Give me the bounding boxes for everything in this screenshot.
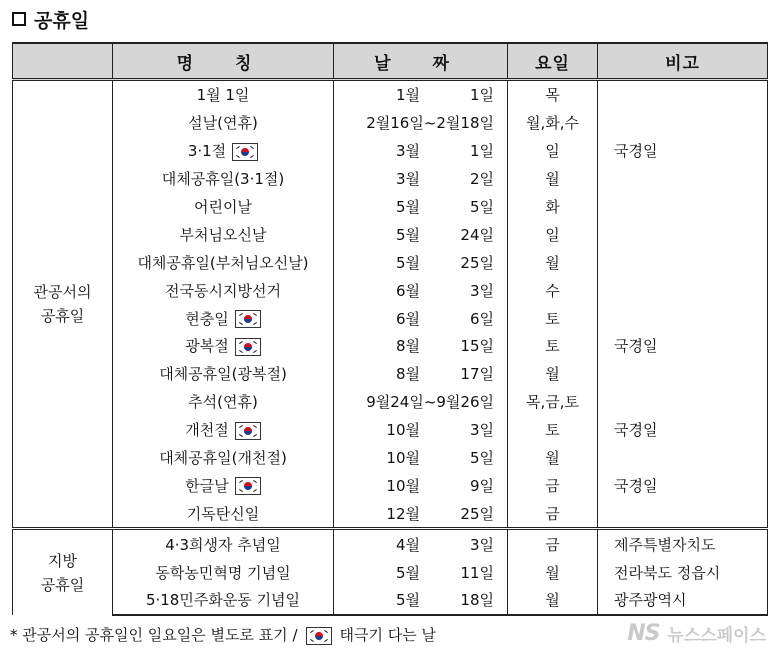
holiday-name: 추석(연휴) bbox=[188, 393, 258, 412]
date-month: 8월 bbox=[395, 365, 420, 384]
date-day: 24일 bbox=[460, 225, 494, 244]
holiday-name: 전국동시지방선거 bbox=[165, 281, 281, 300]
header-date: 날 짜 bbox=[334, 43, 508, 80]
date-day: 3일 bbox=[469, 535, 494, 554]
national-holidays bbox=[13, 80, 768, 529]
holiday-name-cell bbox=[113, 529, 334, 558]
holiday-row bbox=[13, 193, 768, 221]
date-month: 8월 bbox=[395, 337, 420, 356]
holiday-table bbox=[12, 42, 768, 616]
weekday-cell: 금 bbox=[508, 499, 598, 528]
date-month: 1월 bbox=[395, 86, 420, 105]
date-cell bbox=[334, 220, 508, 248]
group-label: 관공서의 공휴일 bbox=[13, 80, 113, 529]
holiday-row bbox=[13, 499, 768, 528]
holiday-name-cell bbox=[113, 416, 334, 444]
date-day: 11일 bbox=[460, 563, 494, 582]
weekday-cell: 월,화,수 bbox=[508, 109, 598, 137]
note-cell bbox=[598, 444, 768, 472]
holiday-name-cell bbox=[113, 471, 334, 499]
taegukgi-flag-icon bbox=[235, 422, 261, 440]
holiday-name: 4·3희생자 추념일 bbox=[165, 535, 281, 554]
note-cell bbox=[598, 165, 768, 193]
date-cell bbox=[334, 388, 508, 416]
holiday-row bbox=[13, 529, 768, 558]
holiday-row bbox=[13, 471, 768, 499]
date-cell bbox=[334, 193, 508, 221]
date-day: 5일 bbox=[469, 449, 494, 468]
date-month: 10월 bbox=[386, 449, 420, 468]
holiday-name-cell bbox=[113, 276, 334, 304]
header-note: 비고 bbox=[598, 43, 768, 80]
date-day: 17일 bbox=[460, 365, 494, 384]
holiday-name: 대체공휴일(3·1절) bbox=[161, 170, 285, 189]
date-cell bbox=[334, 332, 508, 360]
weekday-cell: 월 bbox=[508, 558, 598, 586]
date-day: 25일 bbox=[460, 253, 494, 272]
date-month: 5월 bbox=[395, 225, 420, 244]
watermark-logo: NS bbox=[627, 620, 660, 646]
date-month: 5월 bbox=[395, 253, 420, 272]
taegukgi-flag-icon bbox=[235, 338, 261, 356]
date-cell bbox=[334, 109, 508, 137]
footnote bbox=[10, 624, 436, 645]
holiday-row bbox=[13, 165, 768, 193]
weekday-cell: 월 bbox=[508, 248, 598, 276]
weekday-cell: 월 bbox=[508, 360, 598, 388]
note-cell: 국경일 bbox=[598, 471, 768, 499]
header-name: 명 칭 bbox=[113, 43, 334, 80]
note-cell: 국경일 bbox=[598, 332, 768, 360]
holiday-row bbox=[13, 360, 768, 388]
weekday-cell: 토 bbox=[508, 416, 598, 444]
holiday-name: 1월 1일 bbox=[196, 86, 250, 105]
date-month: 10월 bbox=[386, 421, 420, 440]
holiday-row bbox=[13, 248, 768, 276]
date-day: 2일 bbox=[469, 170, 494, 189]
taegukgi-flag-icon bbox=[232, 143, 258, 161]
date-month: 12월 bbox=[386, 504, 420, 523]
date-month: 10월 bbox=[386, 476, 420, 495]
note-cell: 전라북도 정읍시 bbox=[598, 558, 768, 586]
note-cell bbox=[598, 80, 768, 109]
holiday-name: 개천절 bbox=[185, 421, 229, 440]
footnote-flag-text: 태극기 다는 날 bbox=[339, 626, 436, 644]
weekday-cell: 목 bbox=[508, 80, 598, 109]
taegukgi-flag-icon bbox=[235, 310, 261, 328]
holiday-name-cell bbox=[113, 193, 334, 221]
holiday-name-cell bbox=[113, 444, 334, 472]
date-cell bbox=[334, 471, 508, 499]
note-cell bbox=[598, 109, 768, 137]
date-cell bbox=[334, 80, 508, 109]
weekday-cell: 일 bbox=[508, 137, 598, 165]
holiday-name: 5·18민주화운동 기념일 bbox=[145, 591, 301, 610]
holiday-name-cell bbox=[113, 586, 334, 615]
holiday-row bbox=[13, 220, 768, 248]
holiday-name: 광복절 bbox=[185, 337, 229, 356]
holiday-row bbox=[13, 444, 768, 472]
holiday-name: 부처님오신날 bbox=[179, 225, 267, 244]
date-cell bbox=[334, 165, 508, 193]
date-cell bbox=[334, 529, 508, 558]
holiday-name-cell bbox=[113, 388, 334, 416]
date-month: 3월 bbox=[395, 170, 420, 189]
date-day: 25일 bbox=[460, 504, 494, 523]
holiday-row bbox=[13, 558, 768, 586]
date-cell bbox=[334, 499, 508, 528]
date-month: 5월 bbox=[395, 198, 420, 216]
holiday-row bbox=[13, 109, 768, 137]
note-cell: 국경일 bbox=[598, 137, 768, 165]
holiday-row bbox=[13, 276, 768, 304]
holiday-name: 대체공휴일(광복절) bbox=[159, 365, 287, 384]
header-row bbox=[13, 43, 768, 80]
taegukgi-flag-icon bbox=[306, 627, 332, 645]
local-holidays bbox=[13, 529, 768, 615]
note-cell bbox=[598, 193, 768, 221]
date-day: 5일 bbox=[469, 198, 494, 216]
note-cell bbox=[598, 388, 768, 416]
note-cell bbox=[598, 360, 768, 388]
holiday-name: 기독탄신일 bbox=[186, 504, 260, 523]
date-cell bbox=[334, 360, 508, 388]
holiday-row bbox=[13, 304, 768, 332]
note-cell: 광주광역시 bbox=[598, 586, 768, 615]
holiday-name: 현충일 bbox=[185, 309, 229, 328]
weekday-cell: 월 bbox=[508, 444, 598, 472]
date-range: 2월16일~2월18일 bbox=[366, 114, 494, 133]
weekday-cell: 수 bbox=[508, 276, 598, 304]
date-day: 3일 bbox=[469, 281, 494, 300]
holiday-name: 대체공휴일(개천절) bbox=[159, 449, 287, 468]
weekday-cell: 월 bbox=[508, 586, 598, 615]
holiday-name-cell bbox=[113, 165, 334, 193]
holiday-name: 한글날 bbox=[185, 476, 229, 495]
weekday-cell: 토 bbox=[508, 304, 598, 332]
date-month: 5월 bbox=[395, 563, 420, 582]
section-title bbox=[12, 6, 89, 32]
date-cell bbox=[334, 444, 508, 472]
holiday-name-cell bbox=[113, 248, 334, 276]
note-cell: 국경일 bbox=[598, 416, 768, 444]
holiday-name-cell bbox=[113, 220, 334, 248]
date-month: 5월 bbox=[395, 591, 420, 610]
date-range: 9월24일~9월26일 bbox=[366, 393, 494, 412]
group-label: 지방 공휴일 bbox=[13, 529, 113, 615]
holiday-row bbox=[13, 416, 768, 444]
holiday-name-cell bbox=[113, 558, 334, 586]
watermark bbox=[627, 618, 766, 648]
weekday-cell: 토 bbox=[508, 332, 598, 360]
date-day: 18일 bbox=[460, 591, 494, 610]
date-cell bbox=[334, 137, 508, 165]
holiday-name: 3·1절 bbox=[187, 142, 227, 161]
date-cell bbox=[334, 558, 508, 586]
date-month: 3월 bbox=[395, 142, 420, 161]
date-day: 1일 bbox=[469, 86, 494, 105]
date-month: 6월 bbox=[395, 281, 420, 300]
holiday-name-cell bbox=[113, 304, 334, 332]
checkbox-square-icon bbox=[12, 12, 26, 26]
header-blank bbox=[13, 43, 113, 80]
holiday-row bbox=[13, 332, 768, 360]
holiday-name: 어린이날 bbox=[194, 198, 252, 216]
note-cell bbox=[598, 499, 768, 528]
date-cell bbox=[334, 276, 508, 304]
weekday-cell: 금 bbox=[508, 529, 598, 558]
date-cell bbox=[334, 248, 508, 276]
note-cell bbox=[598, 248, 768, 276]
holiday-row bbox=[13, 388, 768, 416]
weekday-cell: 금 bbox=[508, 471, 598, 499]
taegukgi-flag-icon bbox=[235, 477, 261, 495]
holiday-name-cell bbox=[113, 137, 334, 165]
note-cell bbox=[598, 276, 768, 304]
date-day: 1일 bbox=[469, 142, 494, 161]
footnote-text: * 관공서의 공휴일인 일요일은 별도로 표기 / bbox=[10, 626, 298, 644]
date-day: 6일 bbox=[469, 309, 494, 328]
holiday-name: 설날(연휴) bbox=[188, 114, 258, 133]
date-cell bbox=[334, 416, 508, 444]
weekday-cell: 화 bbox=[508, 193, 598, 221]
weekday-cell: 일 bbox=[508, 220, 598, 248]
header-weekday: 요일 bbox=[508, 43, 598, 80]
date-day: 3일 bbox=[469, 421, 494, 440]
date-cell bbox=[334, 586, 508, 615]
holiday-name-cell bbox=[113, 80, 334, 109]
holiday-name: 동학농민혁명 기념일 bbox=[155, 563, 291, 582]
note-cell: 제주특별자치도 bbox=[598, 529, 768, 558]
weekday-cell: 월 bbox=[508, 165, 598, 193]
holiday-row bbox=[13, 137, 768, 165]
holiday-name-cell bbox=[113, 332, 334, 360]
date-month: 4월 bbox=[395, 535, 420, 554]
holiday-name: 대체공휴일(부처님오신날) bbox=[137, 253, 309, 272]
date-cell bbox=[334, 304, 508, 332]
note-cell bbox=[598, 220, 768, 248]
holiday-row bbox=[13, 586, 768, 615]
holiday-name-cell bbox=[113, 360, 334, 388]
watermark-text: 뉴스스페이스 bbox=[667, 625, 766, 646]
holiday-name-cell bbox=[113, 109, 334, 137]
date-day: 15일 bbox=[460, 337, 494, 356]
holiday-row bbox=[13, 80, 768, 109]
holiday-name-cell bbox=[113, 499, 334, 528]
date-day: 9일 bbox=[469, 476, 494, 495]
date-month: 6월 bbox=[395, 309, 420, 328]
note-cell bbox=[598, 304, 768, 332]
section-title-text: 공휴일 bbox=[34, 9, 90, 32]
weekday-cell: 목,금,토 bbox=[508, 388, 598, 416]
